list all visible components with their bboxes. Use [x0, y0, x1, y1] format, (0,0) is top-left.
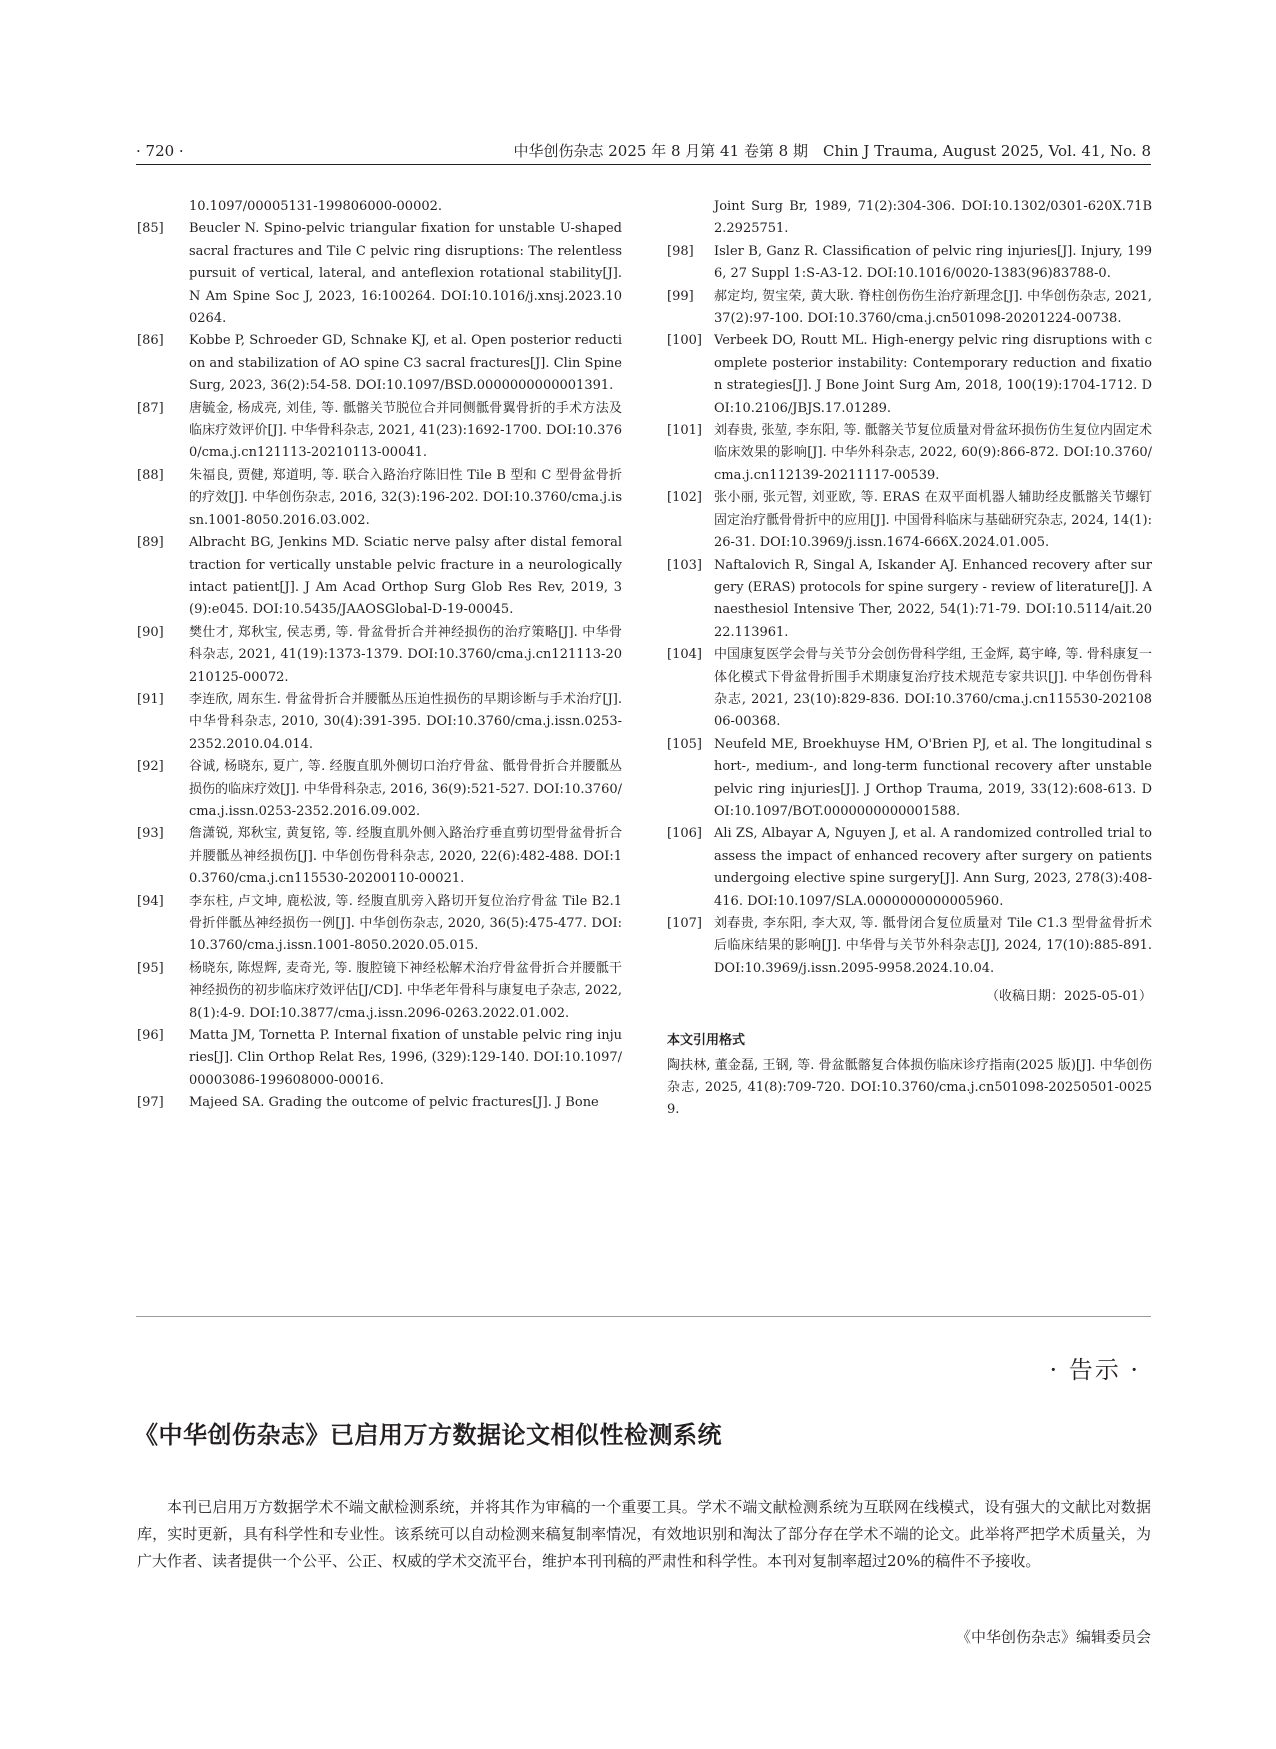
reference-text: 10.1097/00005131-199806000-00002. [189, 199, 443, 214]
reference-text: Kobbe P, Schroeder GD, Schnake KJ, et al. Open posterior reduction and stabilization of AO spine C3 sacral fractures[J]. Clin Spine Surg, 2023, 36(2):54-58. DOI:10.1097/BSD.0000000000001391. [189, 333, 622, 394]
reference-item [667, 241, 1152, 286]
reference-text: Albracht BG, Jenkins MD. Sciatic nerve palsy after distal femoral traction for vertically unstable pelvic fracture in a neurologically intact patient[J]. J Am Acad Orthop Surg Glob Res Rev, 2019, 3(9):e045. DOI:10.5435/JAAOSGlobal-D-19-00045. [189, 535, 622, 618]
reference-item [137, 689, 622, 756]
reference-text: 詹潇锐, 郑秋宝, 黄复铭, 等. 经腹直肌外侧入路治疗垂直剪切型骨盆骨折合并腰骶丛神经损伤[J]. 中华创伤骨科杂志, 2020, 22(6):482-488. DOI:10.3760/cma.j.cn115530-20200110-00021. [189, 826, 622, 887]
citation-text: 陶扶林, 董金磊, 王钢, 等. 骨盆骶髂复合体损伤临床诊疗指南(2025 版)[J]. 中华创伤杂志, 2025, 41(8):709-720. DOI:10.3760/cma.j.cn501098-20250501-00259. [667, 1057, 1152, 1118]
reference-item [137, 532, 622, 622]
reference-item [137, 958, 622, 1025]
reference-text: Neufeld ME, Broekhuyse HM, O'Brien PJ, et al. The longitudinal short-, medium-, and long-term functional recovery after unstable pelvic ring injuries[J]. J Orthop Trauma, 2019, 33(12):608-613. DOI:10.1097/BOT.0000000000001588. [714, 736, 1152, 819]
reference-text: 杨晓东, 陈煜辉, 麦奇光, 等. 腹腔镜下神经松解术治疗骨盆骨折合并腰骶干神经损伤的初步临床疗效评估[J/CD]. 中华老年骨科与康复电子杂志, 2022, 8(1):4-9. DOI:10.3877/cma.j.issn.2096-0263.2022.01.002. [189, 960, 622, 1021]
reference-item [137, 891, 622, 958]
reference-text: 中国康复医学会骨与关节分会创伤骨科学组, 王金辉, 葛宇峰, 等. 骨科康复一体化模式下骨盆骨折围手术期康复治疗技术规范专家共识[J]. 中华创伤骨科杂志, 2021, 23(10):829-836. DOI:10.3760/cma.j.cn115530-20210806-00368. [714, 647, 1152, 730]
reference-item [137, 218, 622, 330]
reference-text: 谷诚, 杨晓东, 夏广, 等. 经腹直肌外侧切口治疗骨盆、骶骨骨折合并腰骶丛损伤的临床疗效[J]. 中华骨科杂志, 2016, 36(9):521-527. DOI:10.3760/cma.j.issn.0253-2352.2016.09.002. [189, 759, 622, 819]
references-right-column [667, 196, 1152, 1122]
page-number: · 720 · [136, 142, 184, 160]
reference-item [137, 622, 622, 689]
reference-text: Ali ZS, Albayar A, Nguyen J, et al. A randomized controlled trial to assess the impact of enhanced recovery after surgery on patients undergoing elective spine surgery[J]. Ann Surg, 2023, 278(3):408-416. DOI:10.1097/SLA.0000000000005960. [714, 826, 1152, 909]
reference-text: 朱福良, 贾健, 郑道明, 等. 联合入路治疗陈旧性 Tile B 型和 C 型骨盆骨折的疗效[J]. 中华创伤杂志, 2016, 32(3):196-202. DOI:10.3760/cma.j.issn.1001-8050.2016.03.002. [189, 467, 622, 528]
reference-item [137, 196, 622, 218]
reference-number: [107] [667, 916, 702, 931]
reference-text: Verbeek DO, Routt ML. High-energy pelvic ring disruptions with complete posterior instability: Contemporary reduction and fixation strategies[J]. J Bone Joint Surg Am, 2018, 100(19):1704-1712. DOI:10.2106/JBJS.17.01289. [714, 333, 1152, 416]
reference-item [667, 913, 1152, 980]
reference-item [667, 823, 1152, 913]
reference-number: [97] [137, 1095, 164, 1111]
reference-item [667, 555, 1152, 645]
reference-number: [106] [667, 826, 702, 842]
reference-text: 樊仕才, 郑秋宝, 侯志勇, 等. 骨盆骨折合并神经损伤的治疗策略[J]. 中华骨科杂志, 2021, 41(19):1373-1379. DOI:10.3760/cma.j.cn121113-20210125-00072. [189, 624, 622, 685]
reference-number: [90] [137, 624, 164, 640]
reference-number: [91] [137, 691, 164, 707]
reference-number: [99] [667, 288, 694, 304]
reference-text: Majeed SA. Grading the outcome of pelvic fractures[J]. J Bone [189, 1095, 599, 1111]
running-header [136, 142, 1151, 165]
reference-number: [88] [137, 467, 164, 483]
reference-text: 李连欣, 周东生. 骨盆骨折合并腰骶丛压迫性损伤的早期诊断与手术治疗[J]. 中华骨科杂志, 2010, 30(4):391-395. DOI:10.3760/cma.j.issn.0253-2352.2010.04.014. [189, 691, 622, 752]
reference-item [667, 644, 1152, 734]
notice-body: 本刊已启用万方数据学术不端文献检测系统，并将其作为审稿的一个重要工具。学术不端文献检测系统为互联网在线模式，设有强大的文献比对数据库，实时更新，具有科学性和专业性。该系统可以自动检测来稿复制率情况，有效地识别和淘汰了部分存在学术不端的论文。此举将严把学术质量关，为广大作者、读者提供一个公平、公正、权威的学术交流平台，维护本刊刊稿的严肃性和科学性。本刊对复制率超过20%的稿件不予接收。 [137, 1498, 1151, 1570]
reference-number: [94] [137, 893, 164, 909]
reference-number: [103] [667, 557, 702, 573]
reference-text: Matta JM, Tornetta P. Internal fixation of unstable pelvic ring injuries[J]. Clin Orthop Relat Res, 1996, (329):129-140. DOI:10.1097/00003086-199608000-00016. [189, 1028, 622, 1088]
citation-title: 本文引用格式 [667, 1032, 746, 1048]
reference-number: [93] [137, 826, 164, 842]
reference-text: Naftalovich R, Singal A, Iskander AJ. Enhanced recovery after surgery (ERAS) protocols for spine surgery - review of literature[J]. Anaesthesiol Intensive Ther, 2022, 54(1):71-79. DOI:10.5114/ait.2022.113961. [714, 557, 1152, 640]
reference-text: Beucler N. Spino-pelvic triangular fixation for unstable U-shaped sacral fractures and Tile C pelvic ring disruptions: The relentless pursuit of vertical, lateral, and anteflexion rotational stability[J]. N Am Spine Soc J, 2023, 16:100264. DOI:10.1016/j.xnsj.2023.100264. [189, 221, 622, 327]
reference-text: Isler B, Ganz R. Classification of pelvic ring injuries[J]. Injury, 1996, 27 Suppl 1:S-A3-12. DOI:10.1016/0020-1383(96)83788-0. [714, 243, 1152, 282]
reference-number: [98] [667, 243, 694, 259]
reference-number: [104] [667, 647, 702, 663]
reference-item [667, 420, 1152, 487]
reference-number: [87] [137, 400, 164, 416]
reference-text: 刘春贵, 张堃, 李东阳, 等. 骶髂关节复位质量对骨盆环损伤仿生复位内固定术临床效果的影响[J]. 中华外科杂志, 2022, 60(9):866-872. DOI:10.3760/cma.j.cn112139-20211117-00539. [714, 423, 1152, 483]
reference-text: Joint Surg Br, 1989, 71(2):304-306. DOI:10.1302/0301-620X.71B2.2925751. [714, 199, 1152, 237]
reference-text: 李东柱, 卢文坤, 鹿松波, 等. 经腹直肌旁入路切开复位治疗骨盆 Tile B2.1 骨折伴骶丛神经损伤一例[J]. 中华创伤杂志, 2020, 36(5):475-477. DOI:10.3760/cma.j.issn.1001-8050.2020.05.015. [189, 893, 622, 954]
reference-text: 唐毓金, 杨成亮, 刘佳, 等. 骶髂关节脱位合并同侧骶骨翼骨折的手术方法及临床疗效评价[J]. 中华骨科杂志, 2021, 41(23):1692-1700. DOI:10.3760/cma.j.cn121113-20210113-00041. [189, 400, 622, 461]
reference-item [137, 756, 622, 823]
reference-item [137, 330, 622, 397]
reference-item [137, 465, 622, 532]
journal-info: 中华创伤杂志 2025 年 8 月第 41 卷第 8 期 Chin J Trauma, August 2025, Vol. 41, No. 8 [513, 142, 1151, 160]
notice-title: 《中华创伤杂志》已启用万方数据论文相似性检测系统 [134, 1421, 722, 1449]
notice-signature: 《中华创伤杂志》编辑委员会 [955, 1628, 1151, 1646]
reference-number: [100] [667, 333, 702, 349]
reference-number: [92] [137, 759, 164, 775]
reference-text: 张小丽, 张元智, 刘亚欧, 等. ERAS 在双平面机器人辅助经皮骶髂关节螺钉固定治疗骶骨骨折中的应用[J]. 中国骨科临床与基础研究杂志, 2024, 14(1):26-31. DOI:10.3969/j.issn.1674-666X.2024.01.005. [714, 490, 1152, 551]
reference-item [667, 196, 1152, 241]
reference-number: [101] [667, 423, 702, 439]
notice-label: · 告示 · [1049, 1356, 1140, 1384]
reference-item [137, 398, 622, 465]
received-date: （收稿日期：2025-05-01） [986, 989, 1152, 1005]
reference-number: [102] [667, 490, 702, 506]
reference-text: 刘春贵, 李东阳, 李大双, 等. 骶骨闭合复位质量对 Tile C1.3 型骨盆骨折术后临床结果的影响[J]. 中华骨与关节外科杂志[J], 2024, 17(10):885-891. DOI:10.3969/j.issn.2095-9958.2024.10.04. [714, 916, 1152, 976]
reference-number: [89] [137, 535, 164, 551]
reference-item [667, 734, 1152, 824]
reference-item [137, 1025, 622, 1092]
section-divider [136, 1316, 1151, 1317]
reference-item [667, 330, 1152, 420]
reference-item [667, 487, 1152, 554]
references-left-column [137, 196, 622, 1115]
reference-number: [105] [667, 736, 702, 752]
reference-item [667, 286, 1152, 331]
reference-number: [85] [137, 221, 164, 237]
reference-number: [95] [137, 960, 164, 976]
reference-text: 郝定均, 贺宝荣, 黄大耿. 脊柱创伤伤生治疗新理念[J]. 中华创伤杂志, 2021, 37(2):97-100. DOI:10.3760/cma.j.cn501098-20201224-00738. [714, 288, 1152, 327]
reference-item [137, 823, 622, 890]
reference-item [137, 1092, 622, 1114]
reference-number: [96] [137, 1028, 164, 1044]
reference-number: [86] [137, 333, 164, 349]
